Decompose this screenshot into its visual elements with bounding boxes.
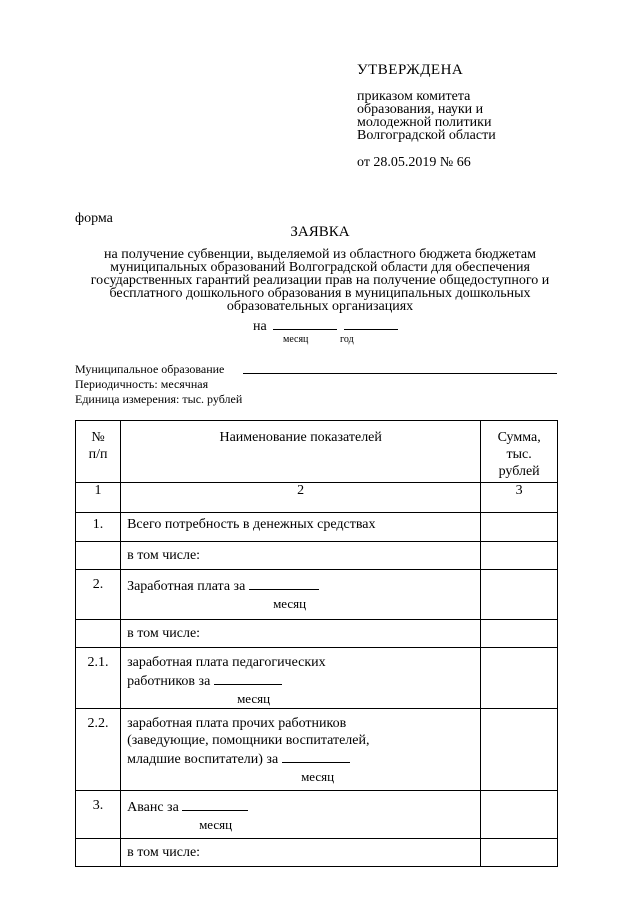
periodicity: Периодичность: месячная <box>75 377 209 391</box>
row-text: заработная плата прочих работников <box>127 716 347 731</box>
table-row <box>76 648 558 709</box>
table-row <box>76 513 558 542</box>
table-row <box>76 839 558 867</box>
year-caption: год <box>340 334 354 345</box>
row-text-2: работников за <box>127 674 211 689</box>
month-caption: месяц <box>301 769 335 784</box>
header-sum: Сумма, тыс. рублей <box>481 421 558 483</box>
month-blank[interactable] <box>182 797 248 811</box>
column-number-1: 1 <box>76 483 121 513</box>
month-caption: месяц <box>237 691 271 706</box>
row-text-3: младшие воспитатели) за <box>127 752 279 767</box>
unit-of-measure: Единица измерения: тыс. рублей <box>75 392 243 406</box>
document-subtitle: на получение субвенции, выделяемой из областного бюджета бюджетам муниципальных образований Волгоградской области для обеспечения государственных гарантий реализации прав на получение общедоступного и бесплатного дошкольного образования в муниципальных дошкольных образовательных организациях <box>90 247 550 314</box>
year-blank[interactable] <box>344 317 398 330</box>
row-text: Всего потребность в денежных средствах <box>127 517 376 532</box>
row-num: 1. <box>92 517 104 532</box>
sum-cell[interactable] <box>481 648 558 709</box>
header-name: Наименование показателей <box>121 421 481 483</box>
row-text: Заработная плата за <box>127 579 246 594</box>
row-text: в том числе: <box>127 845 201 860</box>
row-text: заработная плата педагогических <box>127 655 326 670</box>
approval-authority: приказом комитета образования, науки и молодежной политики Волгоградской области <box>357 89 496 143</box>
row-num: 3. <box>92 798 104 813</box>
row-num: 2. <box>92 577 104 592</box>
table-row <box>76 791 558 839</box>
approval-date: от 28.05.2019 № 66 <box>357 155 471 170</box>
municipality-blank[interactable] <box>243 373 557 374</box>
period-line <box>253 317 398 335</box>
sum-cell[interactable] <box>481 570 558 620</box>
indicators-table <box>75 420 558 867</box>
form-label: форма <box>75 211 113 226</box>
month-blank[interactable] <box>214 671 282 685</box>
sum-cell[interactable] <box>481 791 558 839</box>
column-number-2: 2 <box>121 483 481 513</box>
row-text: в том числе: <box>127 548 201 563</box>
row-num: 2.2. <box>87 716 109 731</box>
row-text: в том числе: <box>127 626 201 641</box>
approval-title: УТВЕРЖДЕНА <box>357 62 464 78</box>
header-num: № п/п <box>76 421 121 483</box>
sum-cell[interactable] <box>481 513 558 542</box>
month-blank[interactable] <box>273 317 337 330</box>
month-caption: месяц <box>273 596 307 611</box>
month-caption: месяц <box>199 817 233 832</box>
sum-cell[interactable] <box>481 839 558 867</box>
row-text-2: (заведующие, помощники воспитателей, <box>127 733 370 748</box>
column-number-3: 3 <box>481 483 558 513</box>
municipality-label: Муниципальное образование <box>75 362 225 376</box>
table-row <box>76 542 558 570</box>
column-number-row <box>76 483 558 513</box>
row-num: 2.1. <box>87 655 109 670</box>
sum-cell[interactable] <box>481 620 558 648</box>
sum-cell[interactable] <box>481 542 558 570</box>
table-row <box>76 620 558 648</box>
header-row <box>76 421 558 483</box>
row-text: Аванс за <box>127 800 179 815</box>
document-title: ЗАЯВКА <box>290 224 350 240</box>
table-row <box>76 570 558 620</box>
month-caption: месяц <box>283 334 309 345</box>
table-row <box>76 709 558 791</box>
sum-cell[interactable] <box>481 709 558 791</box>
month-blank[interactable] <box>282 749 350 763</box>
period-prefix: на <box>253 319 267 334</box>
month-blank[interactable] <box>249 576 319 590</box>
